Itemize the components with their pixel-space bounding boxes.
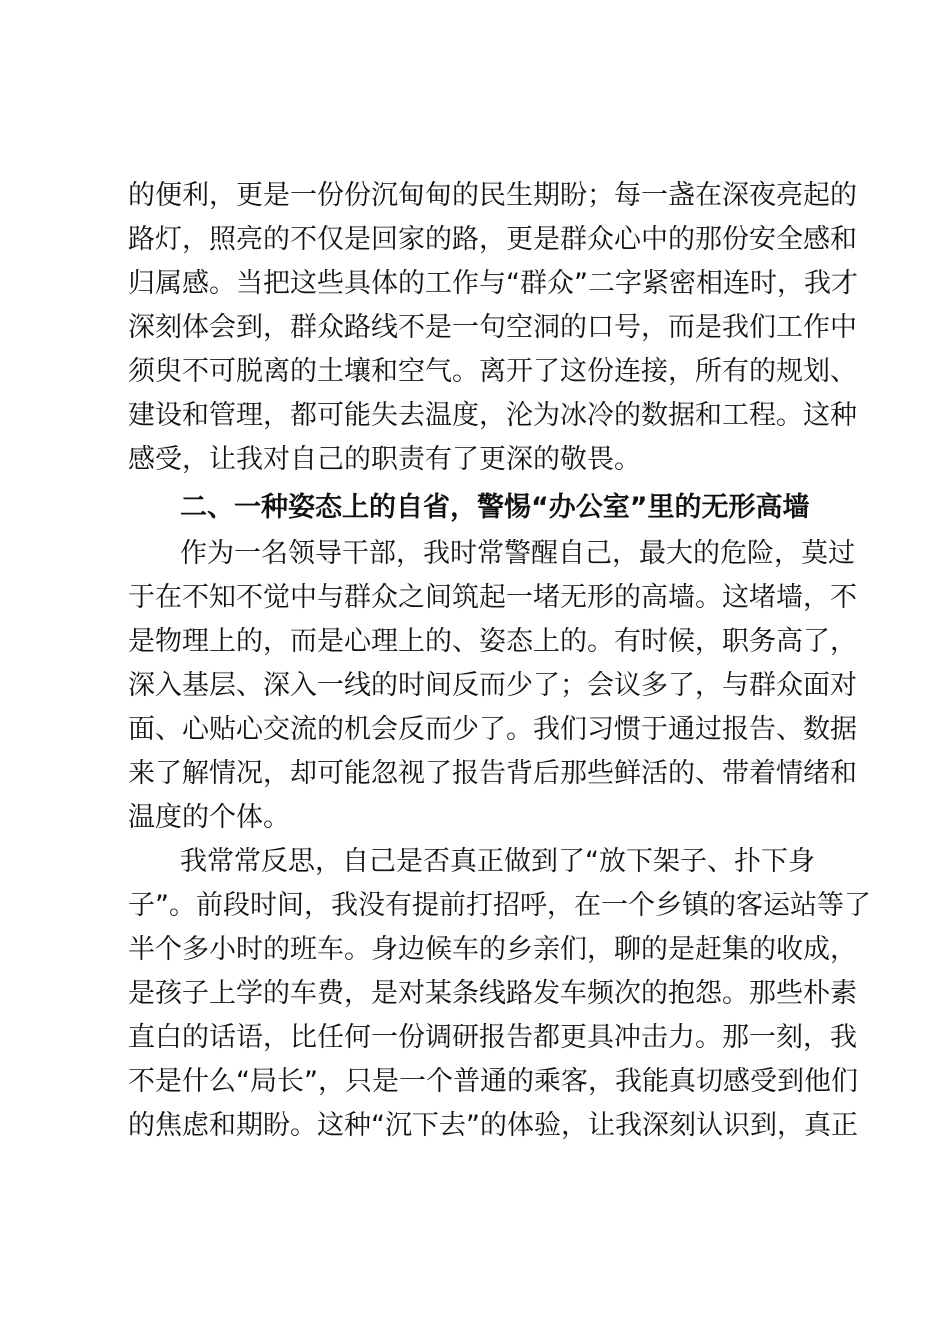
paragraph-line: 归属感。当把这些具体的工作与“群众”二字紧密相连时，我才	[128, 268, 858, 299]
paragraph-line: 感受，让我对自己的职责有了更深的敬畏。	[128, 444, 641, 475]
paragraph-line: 半个多小时的班车。身边候车的乡亲们，聊的是赶集的收成，	[128, 934, 857, 965]
paragraph-line: 路灯，照亮的不仅是回家的路，更是群众心中的那份安全感和	[128, 224, 857, 255]
paragraph-line: 深入基层、深入一线的时间反而少了；会议多了，与群众面对	[128, 670, 857, 701]
paragraph-line: 温度的个体。	[128, 802, 290, 833]
paragraph-line: 于在不知不觉中与群众之间筑起一堵无形的高墙。这堵墙，不	[128, 582, 857, 613]
paragraph-line: 须臾不可脱离的土壤和空气。离开了这份连接，所有的规划、	[128, 356, 857, 387]
paragraph-line: 我常常反思，自己是否真正做到了“放下架子、扑下身	[180, 846, 815, 877]
paragraph-line: 建设和管理，都可能失去温度，沦为冰冷的数据和工程。这种	[128, 400, 857, 431]
paragraph-line: 是孩子上学的车费，是对某条线路发车频次的抱怨。那些朴素	[128, 978, 857, 1009]
paragraph-line: 不是什么“局长”，只是一个普通的乘客，我能真切感受到他们	[128, 1066, 858, 1097]
section-heading: 二、一种姿态上的自省，警惕“办公室”里的无形高墙	[180, 492, 810, 523]
paragraph-line: 的焦虑和期盼。这种“沉下去”的体验，让我深刻认识到，真正	[128, 1110, 858, 1141]
paragraph-line: 直白的话语，比任何一份调研报告都更具冲击力。那一刻，我	[128, 1022, 857, 1053]
paragraph-line: 作为一名领导干部，我时常警醒自己，最大的危险，莫过	[180, 538, 855, 569]
paragraph-line: 子”。前段时间，我没有提前打招呼，在一个乡镇的客运站等了	[128, 890, 871, 921]
paragraph-line: 的便利，更是一份份沉甸甸的民生期盼；每一盏在深夜亮起的	[128, 180, 857, 211]
paragraph-line: 是物理上的，而是心理上的、姿态上的。有时候，职务高了，	[128, 626, 857, 657]
paragraph-line: 来了解情况，却可能忽视了报告背后那些鲜活的、带着情绪和	[128, 758, 857, 789]
paragraph-line: 深刻体会到，群众路线不是一句空洞的口号，而是我们工作中	[128, 312, 857, 343]
paragraph-line: 面、心贴心交流的机会反而少了。我们习惯于通过报告、数据	[128, 714, 857, 745]
